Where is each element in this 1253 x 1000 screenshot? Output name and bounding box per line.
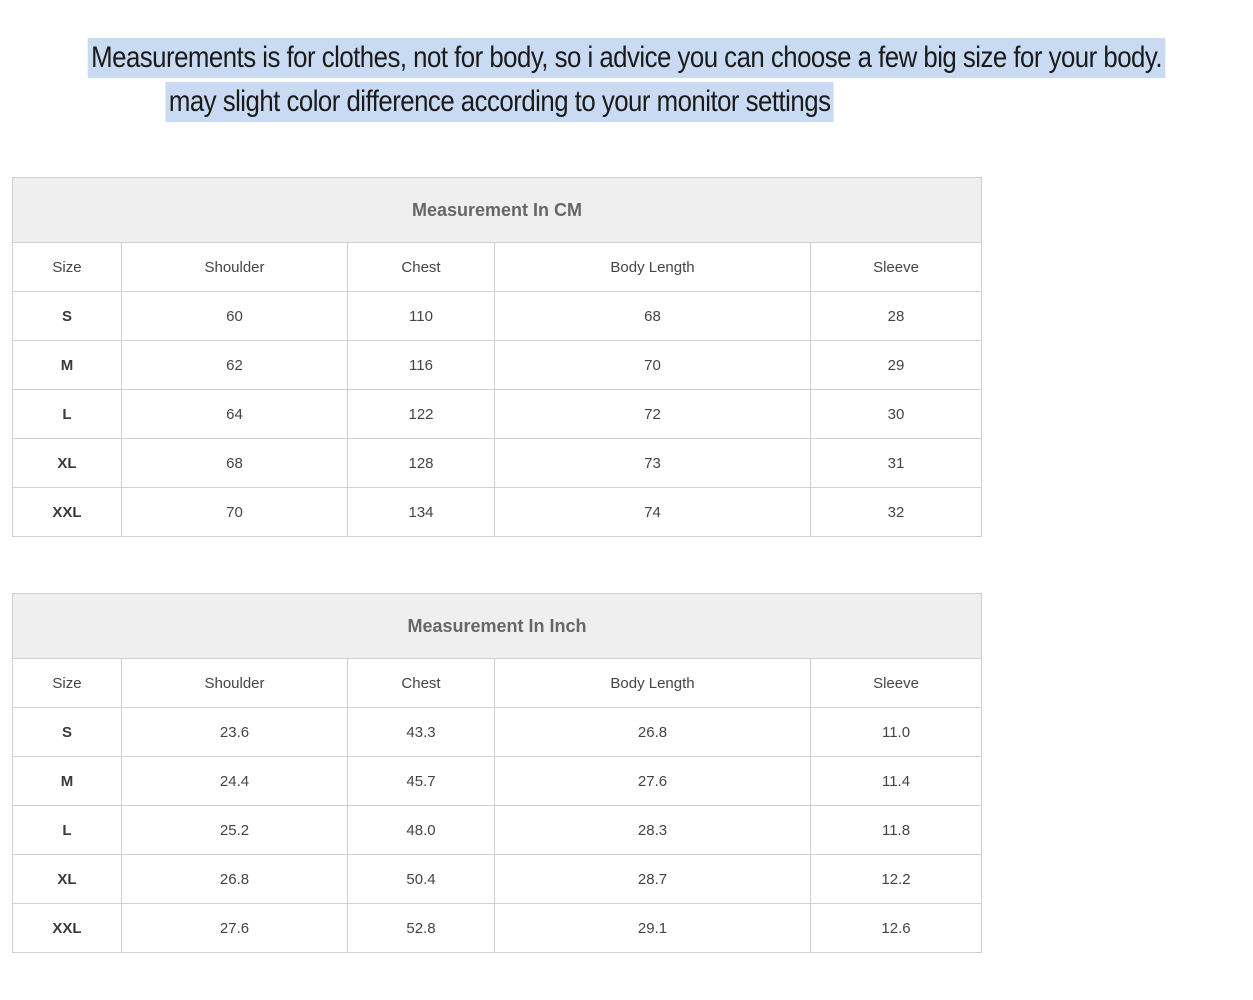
- measurement-notice: [0, 38, 1162, 122]
- table-row: [13, 757, 982, 806]
- column-header-body-length: Body Length: [495, 243, 811, 292]
- body-length-cell: 73: [495, 439, 811, 488]
- table-row: [13, 488, 982, 537]
- table-row: [13, 341, 982, 390]
- size-cell: XL: [13, 439, 122, 488]
- size-cell: XXL: [13, 488, 122, 537]
- size-cell: M: [13, 341, 122, 390]
- size-cell: S: [13, 292, 122, 341]
- column-header-chest: Chest: [348, 659, 495, 708]
- shoulder-cell: 70: [122, 488, 348, 537]
- chest-cell: 122: [348, 390, 495, 439]
- table-row: [13, 292, 982, 341]
- body-length-cell: 74: [495, 488, 811, 537]
- sleeve-cell: 11.8: [811, 806, 982, 855]
- sleeve-cell: 12.6: [811, 904, 982, 953]
- body-length-cell: 70: [495, 341, 811, 390]
- body-length-cell: 72: [495, 390, 811, 439]
- table-row: [13, 390, 982, 439]
- shoulder-cell: 24.4: [122, 757, 348, 806]
- body-length-cell: 27.6: [495, 757, 811, 806]
- column-header-size: Size: [13, 659, 122, 708]
- column-header-body-length: Body Length: [495, 659, 811, 708]
- shoulder-cell: 27.6: [122, 904, 348, 953]
- notice-line-2: may slight color difference according to your monitor settings: [166, 82, 834, 122]
- column-header-sleeve: Sleeve: [811, 243, 982, 292]
- body-length-cell: 26.8: [495, 708, 811, 757]
- sleeve-cell: 12.2: [811, 855, 982, 904]
- size-cell: S: [13, 708, 122, 757]
- chest-cell: 110: [348, 292, 495, 341]
- size-cell: L: [13, 806, 122, 855]
- chest-cell: 116: [348, 341, 495, 390]
- sleeve-cell: 11.4: [811, 757, 982, 806]
- body-length-cell: 68: [495, 292, 811, 341]
- notice-line-1: Measurements is for clothes, not for body, so i advice you can choose a few big size for your body.: [88, 38, 1166, 78]
- shoulder-cell: 26.8: [122, 855, 348, 904]
- body-length-cell: 29.1: [495, 904, 811, 953]
- table-header-row: [13, 659, 982, 708]
- chest-cell: 134: [348, 488, 495, 537]
- table-title-cm: Measurement In CM: [13, 178, 982, 243]
- chest-cell: 48.0: [348, 806, 495, 855]
- table-header-row: [13, 243, 982, 292]
- body-length-cell: 28.7: [495, 855, 811, 904]
- table-row: [13, 855, 982, 904]
- size-table-inch: [12, 593, 982, 953]
- sleeve-cell: 30: [811, 390, 982, 439]
- chest-cell: 52.8: [348, 904, 495, 953]
- table-row: [13, 439, 982, 488]
- size-cell: L: [13, 390, 122, 439]
- table-row: [13, 708, 982, 757]
- table-row: [13, 806, 982, 855]
- shoulder-cell: 64: [122, 390, 348, 439]
- column-header-shoulder: Shoulder: [122, 243, 348, 292]
- sleeve-cell: 28: [811, 292, 982, 341]
- size-cell: M: [13, 757, 122, 806]
- size-cell: XXL: [13, 904, 122, 953]
- shoulder-cell: 23.6: [122, 708, 348, 757]
- size-cell: XL: [13, 855, 122, 904]
- chest-cell: 45.7: [348, 757, 495, 806]
- column-header-sleeve: Sleeve: [811, 659, 982, 708]
- sleeve-cell: 11.0: [811, 708, 982, 757]
- sleeve-cell: 29: [811, 341, 982, 390]
- size-table-cm: [12, 177, 982, 537]
- chest-cell: 50.4: [348, 855, 495, 904]
- sleeve-cell: 32: [811, 488, 982, 537]
- chest-cell: 128: [348, 439, 495, 488]
- chest-cell: 43.3: [348, 708, 495, 757]
- shoulder-cell: 60: [122, 292, 348, 341]
- shoulder-cell: 68: [122, 439, 348, 488]
- sleeve-cell: 31: [811, 439, 982, 488]
- body-length-cell: 28.3: [495, 806, 811, 855]
- table-row: [13, 904, 982, 953]
- column-header-shoulder: Shoulder: [122, 659, 348, 708]
- table-title-inch: Measurement In Inch: [13, 594, 982, 659]
- column-header-chest: Chest: [348, 243, 495, 292]
- column-header-size: Size: [13, 243, 122, 292]
- shoulder-cell: 62: [122, 341, 348, 390]
- shoulder-cell: 25.2: [122, 806, 348, 855]
